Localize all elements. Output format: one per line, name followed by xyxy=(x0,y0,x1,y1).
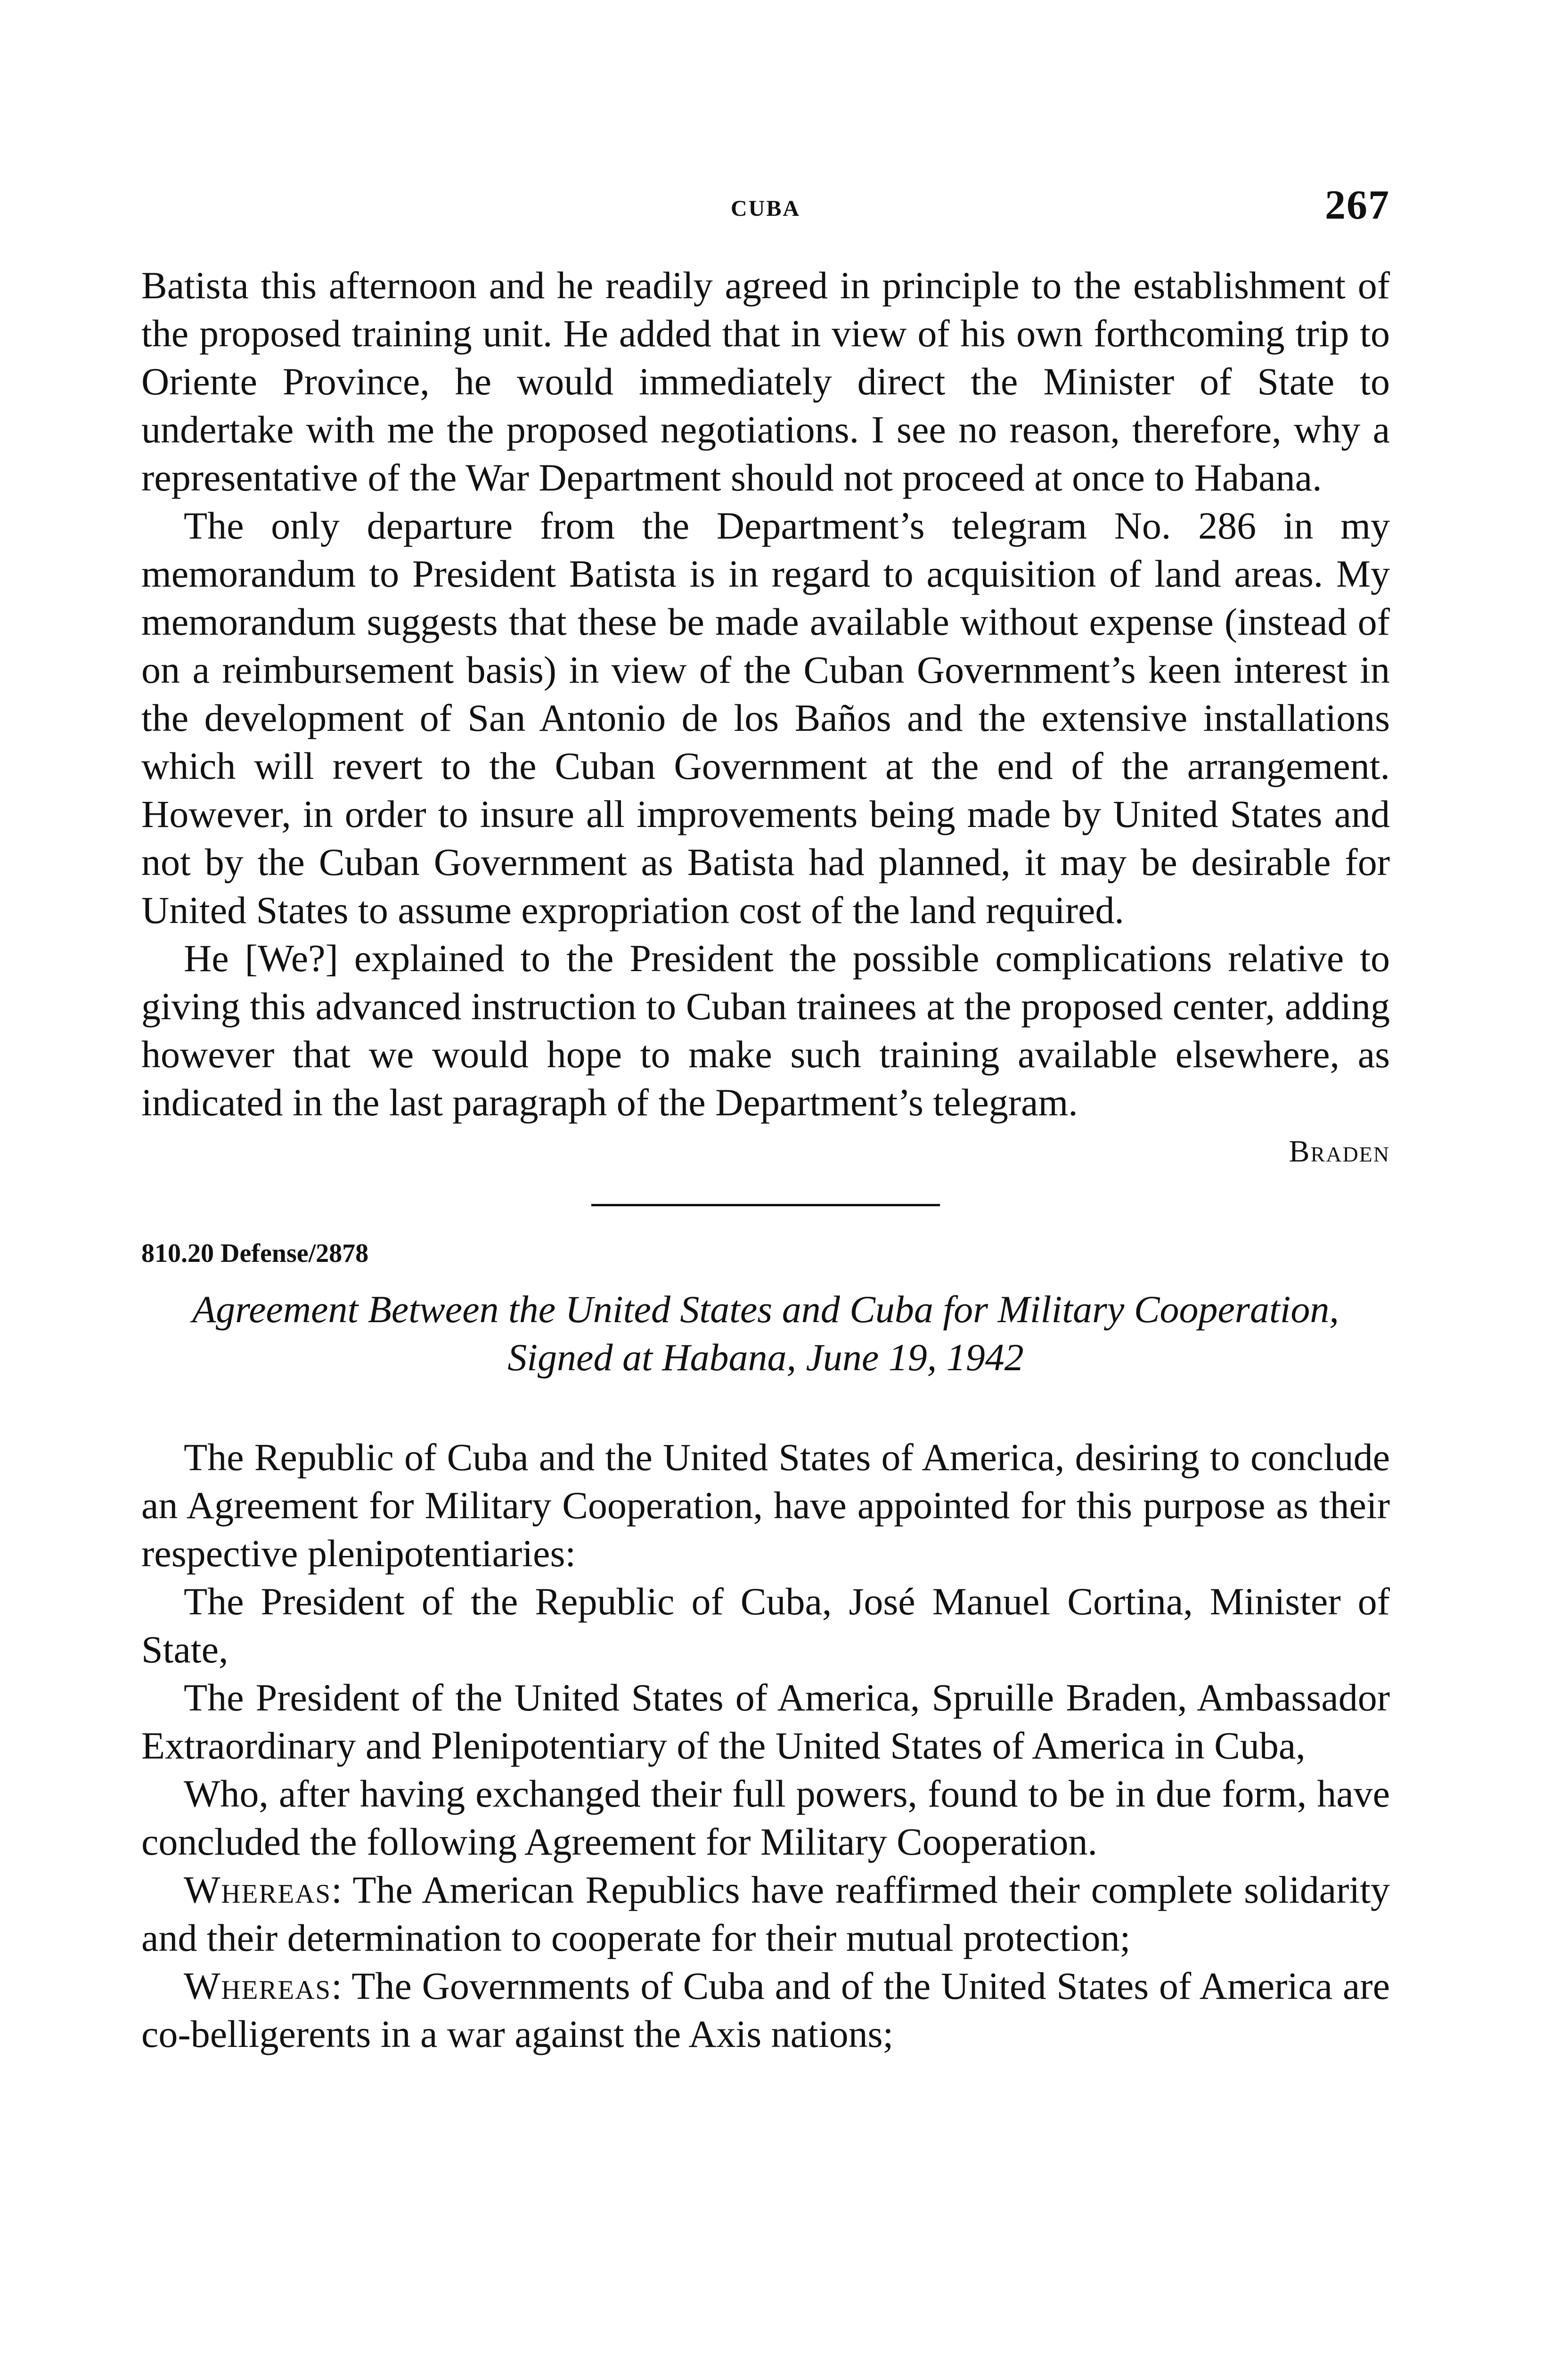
whereas-text: : The Governments of Cuba and of the United States of America are co-belligerents in a war against the Axis nations; xyxy=(141,1964,1390,2055)
body-paragraph: The President of the Republic of Cuba, José Manuel Cortina, Minister of State, xyxy=(141,1580,1390,1671)
continuation-paragraph: Batista this afternoon and he readily agreed in principle to the establishment of the proposed training unit. He added that in view of his own forthcoming trip to Oriente Province, he would immediately direct the Minister of State to undertake with me the proposed negotiations. I see no reason, therefore, why a representative of the War Department should not proceed at once to Habana. xyxy=(141,264,1390,499)
whereas-clause xyxy=(141,1962,1390,2058)
running-title: CUBA xyxy=(730,196,800,221)
body-paragraph: The President of the United States of America, Spruille Braden, Ambassador Extraordinary and Plenipotentiary of the United States of America in Cuba, xyxy=(141,1676,1390,1767)
whereas-label: Whereas xyxy=(184,1964,332,2007)
page-body xyxy=(141,262,1390,2058)
body-paragraph: Who, after having exchanged their full powers, found to be in due form, have concluded the following Agreement for Military Cooperation. xyxy=(141,1772,1390,1863)
whereas-text: : The American Republics have reaffirmed their complete solidarity and their determination to cooperate for their mutual protection; xyxy=(141,1868,1390,1959)
whereas-clause xyxy=(141,1866,1390,1962)
document-title: Agreement Between the United States and Cuba for Military Cooperation, Signed at Habana, June 19, 1942 xyxy=(192,1288,1339,1379)
body-paragraph: The Republic of Cuba and the United States of America, desiring to conclude an Agreement for Military Cooperation, have appointed for this purpose as their respective plenipotentiaries: xyxy=(141,1436,1390,1575)
file-reference: 810.20 Defense/2878 xyxy=(141,1239,369,1268)
signature: Braden xyxy=(1289,1134,1390,1169)
whereas-label: Whereas xyxy=(184,1868,332,1911)
running-head xyxy=(141,181,1390,229)
section-divider xyxy=(591,1204,940,1206)
page-number: 267 xyxy=(1325,182,1390,228)
body-paragraph: The only departure from the Department’s telegram No. 286 in my memorandum to President Batista is in regard to acquisition of land areas. My memorandum suggests that these be made available without expense (instead of on a reimbursement basis) in view of the Cuban Government’s keen interest in the development of San Antonio de los Baños and the extensive installations which will revert to the Cuban Government at the end of the arrangement. However, in order to insure all improvements being made by United States and not by the Cuban Government as Batista had planned, it may be desirable for United States to assume expropriation cost of the land required. xyxy=(141,504,1390,932)
body-paragraph: He [We?] explained to the President the possible complications relative to giving this advanced instruction to Cuban trainees at the proposed center, adding however that we would hope to make such training available elsewhere, as indicated in the last paragraph of the Department’s telegram. xyxy=(141,937,1390,1124)
